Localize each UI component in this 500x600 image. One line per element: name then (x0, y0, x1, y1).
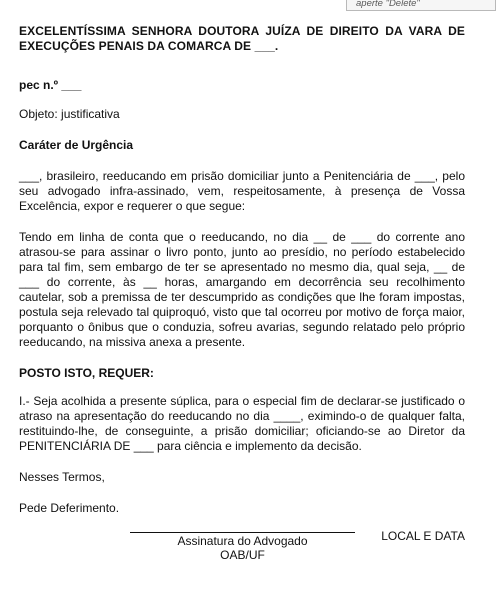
urgency-title: Caráter de Urgência (19, 138, 134, 152)
local-e-data: LOCAL E DATA (381, 529, 465, 543)
objeto-line: Objeto: justificativa (19, 107, 120, 121)
signature-line (130, 532, 355, 533)
petition-document (19, 24, 465, 544)
requests-title: POSTO ISTO, REQUER: (19, 366, 154, 380)
intro-paragraph: ___, brasileiro, reeducando em prisão domiciliar junto a Penitenciária de ___, pelo seu advogado infra-assinado, vem, respeitosamente, à presença de Vossa Excelência, expor e requerer o que segue: (19, 169, 465, 213)
delete-hint-tooltip: aperte "Delete" (346, 0, 496, 11)
signature-label: Assinatura do Advogado (177, 534, 308, 548)
closing-pede-deferimento: Pede Deferimento. (19, 501, 120, 515)
petition-heading: EXCELENTÍSSIMA SENHORA DOUTORA JUÍZA DE DIREITO DA VARA DE EXECUÇÕES PENAIS DA COMARCA DE ___. (19, 24, 465, 53)
closing-nesses-termos: Nesses Termos, (19, 470, 105, 484)
facts-paragraph: Tendo em linha de conta que o reeducando, no dia __ de ___ do corrente ano atrasou-se para assinar o livro ponto, junto ao presídio, no período estabelecido para tal fim, sem embargo de ter se apresentado no mesmo dia, qual seja, __ de ___ do corrente, às __ horas, amargando em decorrência seu recolhimento cautelar, sob a premissa de ter descumprido as condições que lhe foram impostas, postula seja relevado tal quiproquó, visto que tal ocorreu por motivo de força maior, porquanto o ônibus que o conduzia, sofreu avarias, segundo relatado pelo próprio reeducando, na missiva anexa a presente. (19, 230, 465, 349)
signature-block (130, 532, 355, 562)
oab-label: OAB/UF (220, 548, 265, 562)
pec-number: pec n.º ___ (19, 78, 82, 92)
request-item-1: I.- Seja acolhida a presente súplica, para o especial fim de declarar-se justificado o atraso na apresentação do reeducando no dia ____, eximindo-o de qualquer falta, restituindo-lhe, de conseguinte, a prisão domiciliar; oficiando-se ao Diretor da PENITENCIÁRIA DE ___ para ciência e implemento da decisão. (19, 394, 465, 453)
